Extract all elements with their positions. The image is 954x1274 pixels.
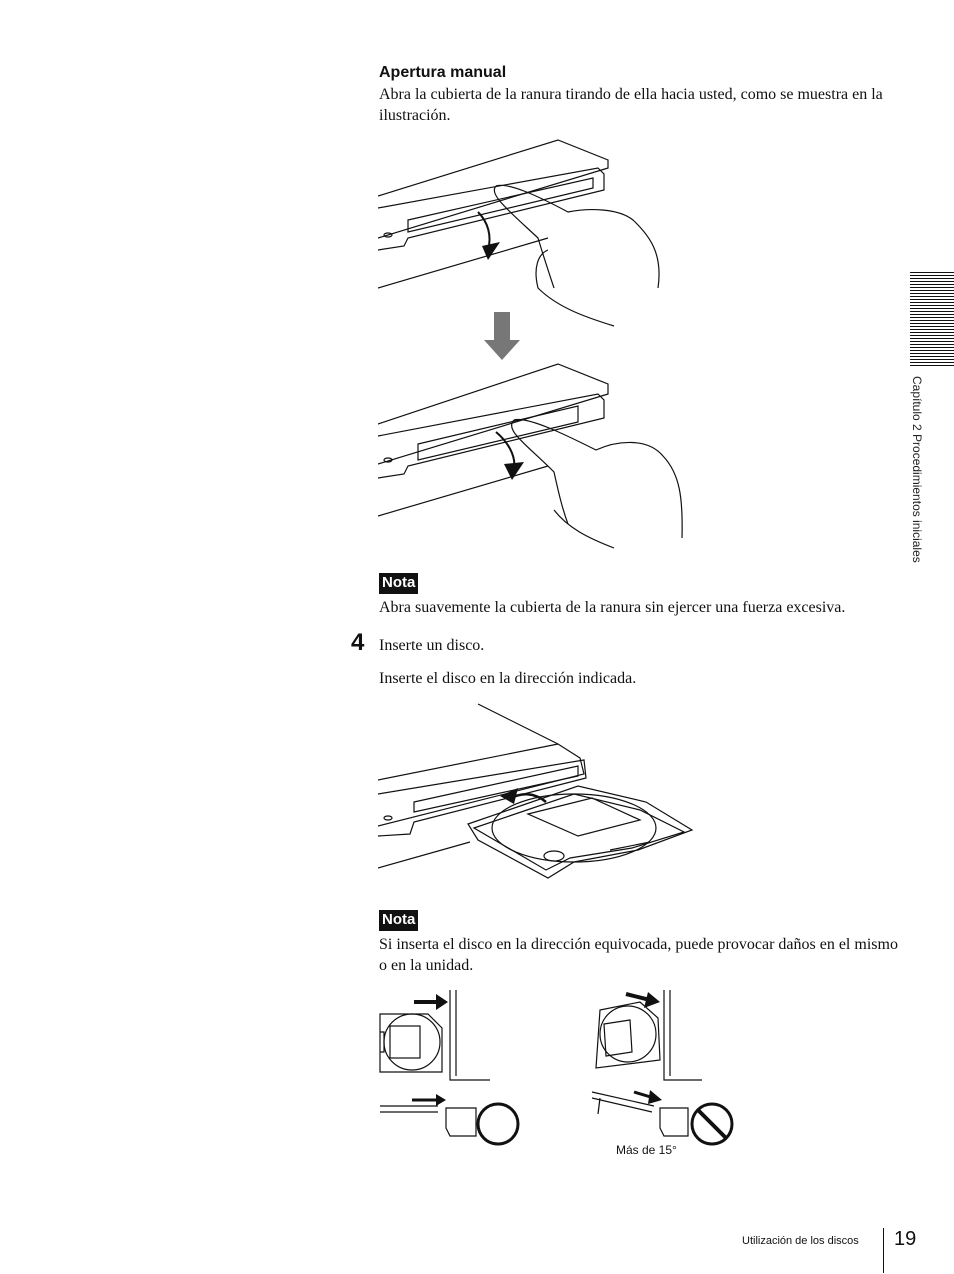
note-label-1: Nota (379, 573, 418, 594)
step-title: Inserte un disco. (379, 637, 485, 654)
intro-paragraph: Abra la cubierta de la ranura tirando de ella hacia usted, como se muestra en la ilustración. (379, 86, 883, 124)
open-cover-illustration (378, 138, 688, 550)
section-heading: Apertura manual (379, 64, 507, 81)
angle-caption: Más de 15° (616, 1143, 677, 1157)
note-label-2: Nota (379, 910, 418, 931)
note-text-2: Si inserta el disco en la dirección equivocada, puede provocar daños en el mismo o en la unidad. (379, 936, 898, 974)
note-text-1: Abra suavemente la cubierta de la ranura sin ejercer una fuerza excesiva. (379, 599, 846, 616)
footer-divider (883, 1228, 884, 1273)
step-instruction: Inserte el disco en la dirección indicada. (379, 670, 637, 687)
footer-section-name: Utilización de los discos (742, 1235, 859, 1247)
step-number: 4 (351, 629, 365, 656)
chapter-tab-lines (910, 272, 954, 367)
chapter-label: Capítulo 2 Procedimientos iniciales (910, 376, 924, 563)
insertion-direction-illustration (378, 988, 738, 1158)
page-number: 19 (894, 1228, 917, 1250)
insert-disc-illustration (378, 702, 696, 884)
